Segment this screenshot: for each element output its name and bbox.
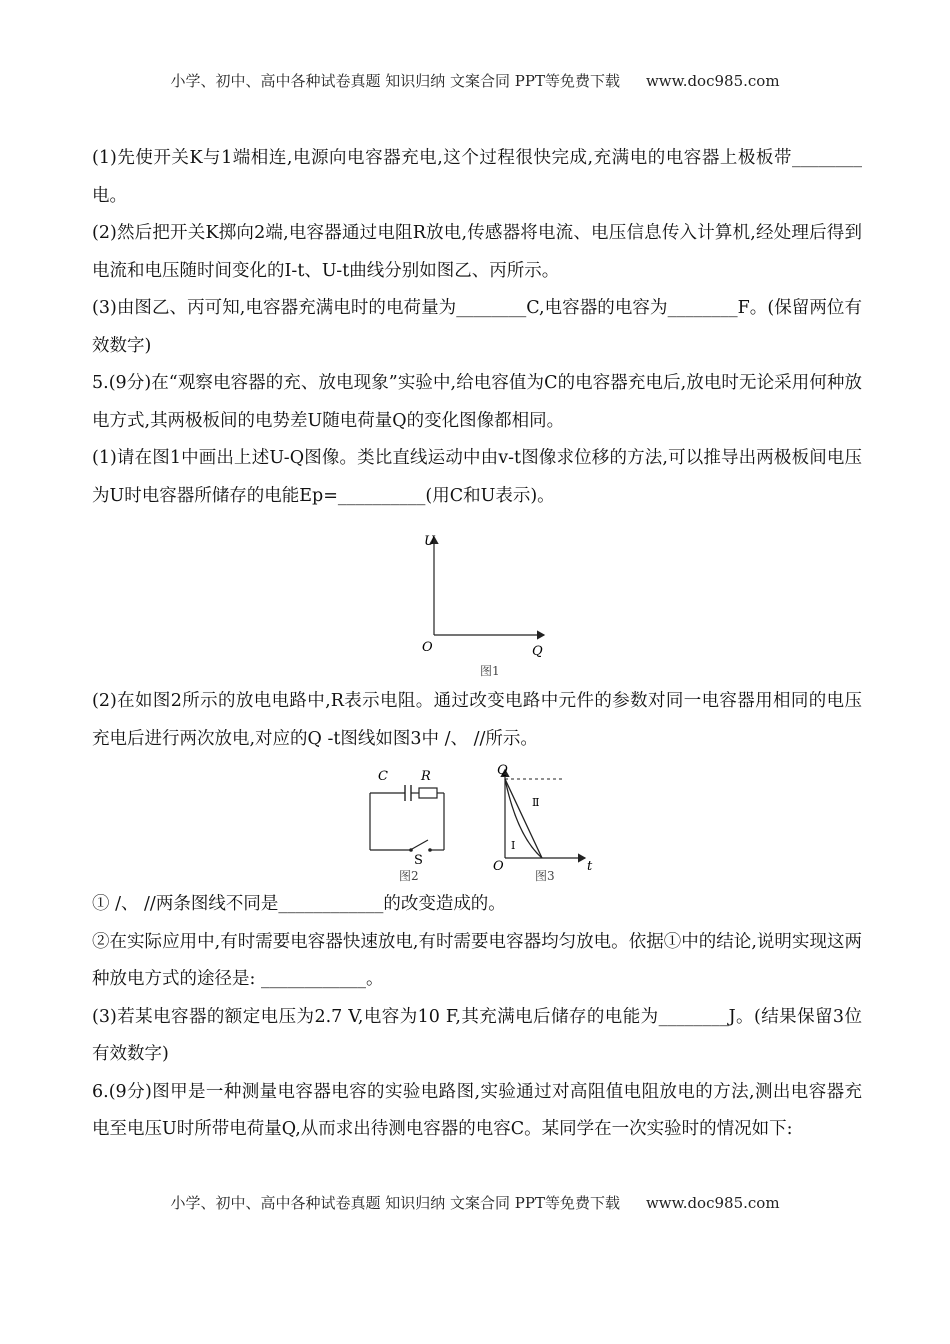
paragraph: ① /、 //两条图线不同是____________的改变造成的。	[92, 894, 506, 914]
resistor	[419, 788, 437, 798]
paragraph: (1)先使开关K与1端相连,电源向电容器充电,这个过程很快完成,充满电的电容器上极板带________电。	[92, 148, 862, 206]
paragraph: (3)由图乙、丙可知,电容器充满电时的电荷量为________C,电容器的电容为________F。(保留两位有效数字)	[92, 298, 862, 356]
curve-2-label: Ⅱ	[532, 796, 540, 809]
paragraph: (1)请在图1中画出上述U-Q图像。类比直线运动中由v-t图像求位移的方法,可以推导出两极板间电压为U时电容器所储存的电能Ep=__________(用C和U表示)。	[92, 448, 862, 506]
paragraph: 6.(9分)图甲是一种测量电容器电容的实验电路图,实验通过对高阻值电阻放电的方法,测出电容器充电至电压U时所带电荷量Q,从而求出待测电容器的电容C。某同学在一次实验时的情况如下:	[92, 1081, 862, 1139]
paragraph: (2)然后把开关K掷向2端,电容器通过电阻R放电,传感器将电流、电压信息传入计算机,经处理后得到电流和电压随时间变化的I-t、U-t曲线分别如图乙、丙所示。	[92, 223, 862, 281]
figure-caption: 图1	[480, 664, 500, 678]
origin-label: O	[422, 640, 433, 655]
page-footer: 小学、初中、高中各种试卷真题 知识归纳 文案合同 PPT等免费下载 www.doc985.com	[170, 1194, 780, 1212]
switch-label: S	[414, 853, 423, 868]
paragraph: (2)在如图2所示的放电电路中,R表示电阻。通过改变电路中元件的参数对同一电容器用相同的电压充电后进行两次放电,对应的Q -t图线如图3中 /、 //所示。	[92, 691, 862, 749]
circuit-diagram	[370, 769, 444, 883]
circuit-and-qt-diagram	[92, 758, 862, 886]
capacitor-label: C	[378, 769, 388, 784]
figure-caption: 图2	[399, 869, 419, 883]
figure-1	[92, 515, 862, 683]
page-header: 小学、初中、高中各种试卷真题 知识归纳 文案合同 PPT等免费下载 www.doc985.com	[170, 72, 780, 90]
curve-1-label: Ⅰ	[511, 839, 516, 852]
figures-2-3	[92, 758, 862, 886]
y-axis-label: U	[424, 534, 435, 549]
figure-caption: 图3	[535, 869, 555, 883]
paragraph: ②在实际应用中,有时需要电容器快速放电,有时需要电容器均匀放电。依据①中的结论,说明实现这两种放电方式的途径是: ____________。	[92, 931, 862, 989]
origin-label: O	[493, 859, 504, 874]
y-axis-label: Q	[497, 763, 508, 778]
x-axis-label: t	[587, 859, 593, 874]
uq-axes-diagram	[92, 515, 862, 683]
switch	[412, 840, 428, 849]
paragraph: (3)若某电容器的额定电压为2.7 V,电容为10 F,其充满电后储存的电能为________J。(结果保留3位有效数字)	[92, 1006, 862, 1064]
paragraph: 5.(9分)在“观察电容器的充、放电现象”实验中,给电容值为C的电容器充电后,放电时无论采用何种放电方式,其两极板间的电势差U随电荷量Q的变化图像都相同。	[92, 373, 862, 431]
document-body	[92, 140, 862, 1149]
resistor-label: R	[421, 769, 431, 784]
x-axis-label: Q	[532, 644, 543, 659]
qt-graph	[493, 763, 593, 883]
